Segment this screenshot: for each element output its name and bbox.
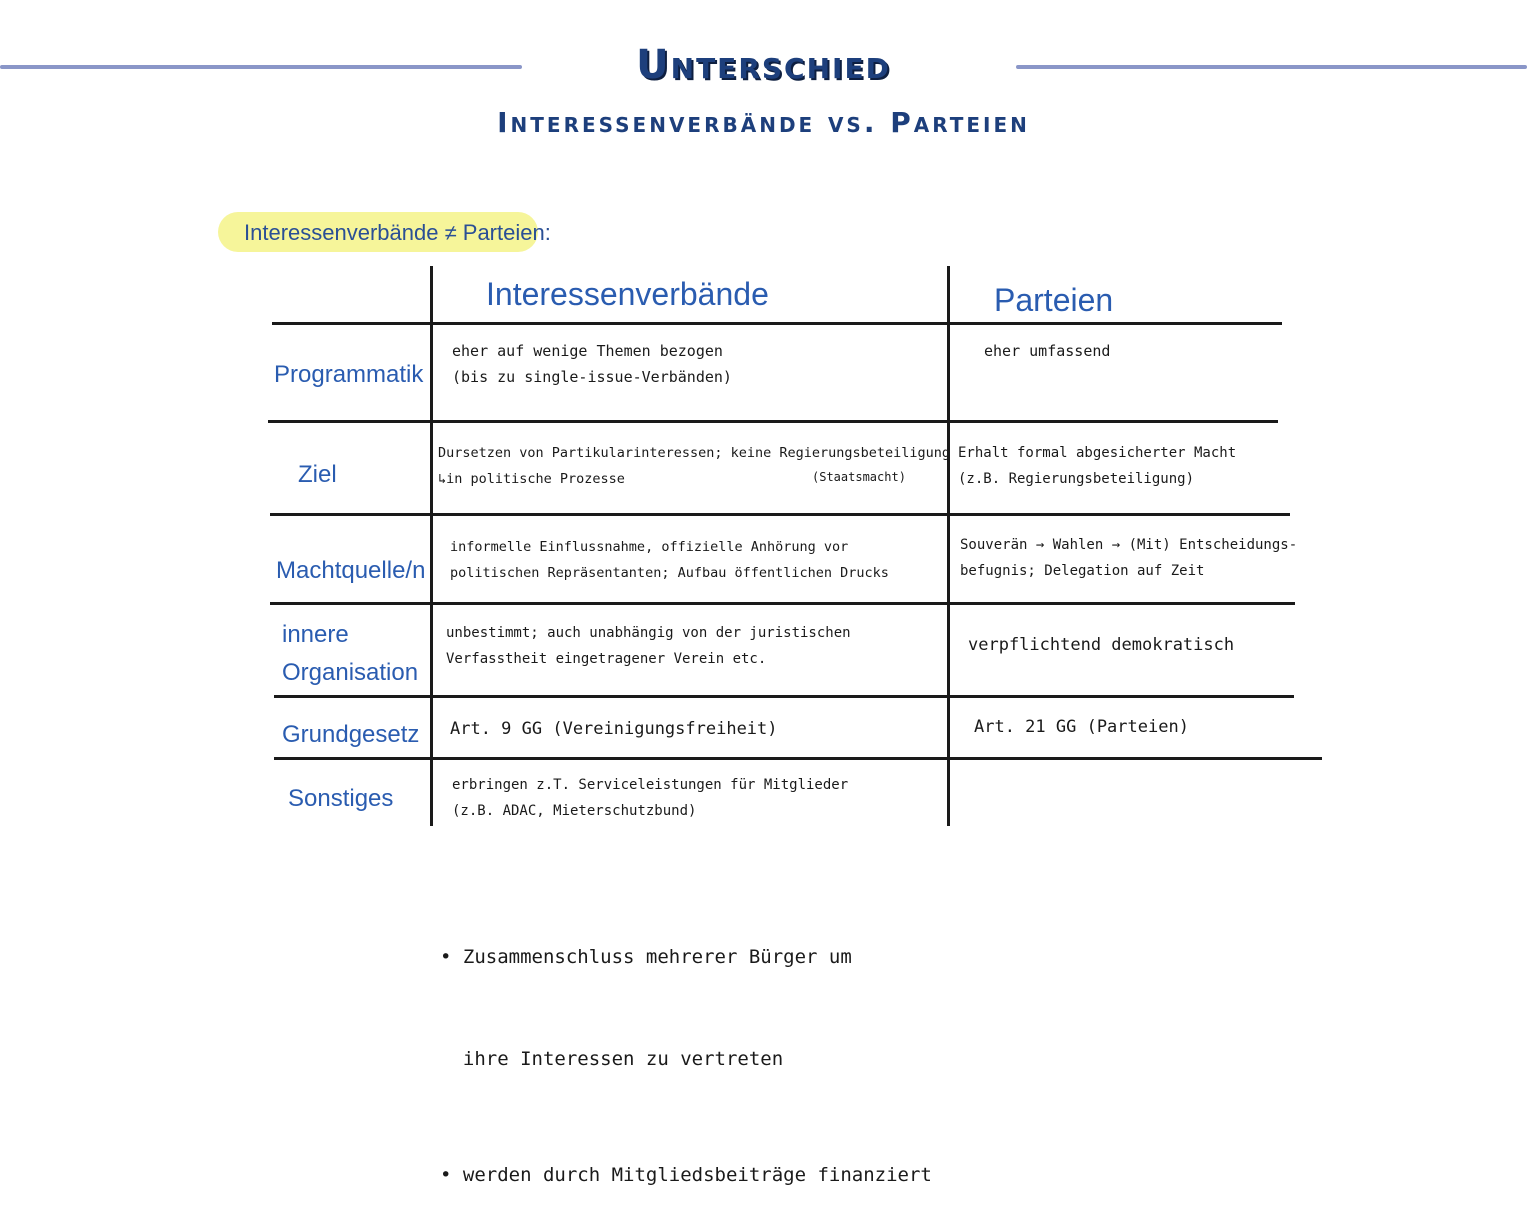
note-item: ihre Interessen zu vertreten [440,1048,784,1070]
table-vline-left [430,266,433,826]
page-subtitle: Interessenverbände vs. Parteien [497,106,1030,139]
cell-ziel-note: (Staatsmacht) [812,470,906,484]
column-header-parteien: Parteien [994,282,1114,318]
table-vline-right [947,266,950,826]
notes-list [440,872,932,1226]
row-label-programmatik: Programmatik [274,361,424,388]
table-hline [272,322,1282,325]
row-label-innere-organisation: innere Organisation [282,621,419,686]
cell-organisation-interessenverbaende: unbestimmt; auch unabhängig von der juristischen Verfasstheit eingetragener Verein etc. [446,625,851,667]
cell-sonstiges-interessenverbaende: erbringen z.T. Serviceleistungen für Mitglieder (z.B. ADAC, Mieterschutzbund) [452,777,849,819]
table-hline [270,513,1290,516]
cell-programmatik-parteien: eher umfassend [984,342,1111,360]
table-hline [274,695,1294,698]
cell-machtquelle-parteien: Souverän → Wahlen → (Mit) Entscheidungs- befugnis; Delegation auf Zeit [960,537,1298,579]
table-hline [274,757,1322,760]
column-header-interessenverbaende: Interessenverbände [486,276,769,312]
cell-grundgesetz-parteien: Art. 21 GG (Parteien) [974,717,1189,737]
cell-programmatik-interessenverbaende: eher auf wenige Themen bezogen (bis zu single-issue-Verbänden) [452,342,732,386]
cell-grundgesetz-interessenverbaende: Art. 9 GG (Vereinigungsfreiheit) [450,719,778,739]
row-label-sonstiges: Sonstiges [288,785,394,812]
table-hline [268,420,1278,423]
cell-ziel-parteien: Erhalt formal abgesicherter Macht (z.B. Regierungsbeteiligung) [958,445,1237,487]
row-label-machtquelle: Machtquelle/n [276,557,426,584]
note-item: • werden durch Mitgliedsbeiträge finanziert [440,1164,932,1186]
highlight-label: Interessenverbände ≠ Parteien: [244,220,551,245]
table-hline [270,602,1295,605]
page-title: Unterschied [636,42,891,88]
cell-machtquelle-interessenverbaende: informelle Einflussnahme, offizielle Anhörung vor politischen Repräsentanten; Aufbau öffentlichen Drucks [450,539,889,581]
cell-ziel-interessenverbaende: Dursetzen von Partikularinteressen; keine Regierungsbeteiligung ↳in politische Prozesse [438,445,951,487]
note-item: • Zusammenschluss mehrerer Bürger um [440,946,852,968]
row-label-grundgesetz: Grundgesetz [282,721,420,748]
row-label-ziel: Ziel [298,461,337,488]
cell-organisation-parteien: verpflichtend demokratisch [968,635,1235,655]
